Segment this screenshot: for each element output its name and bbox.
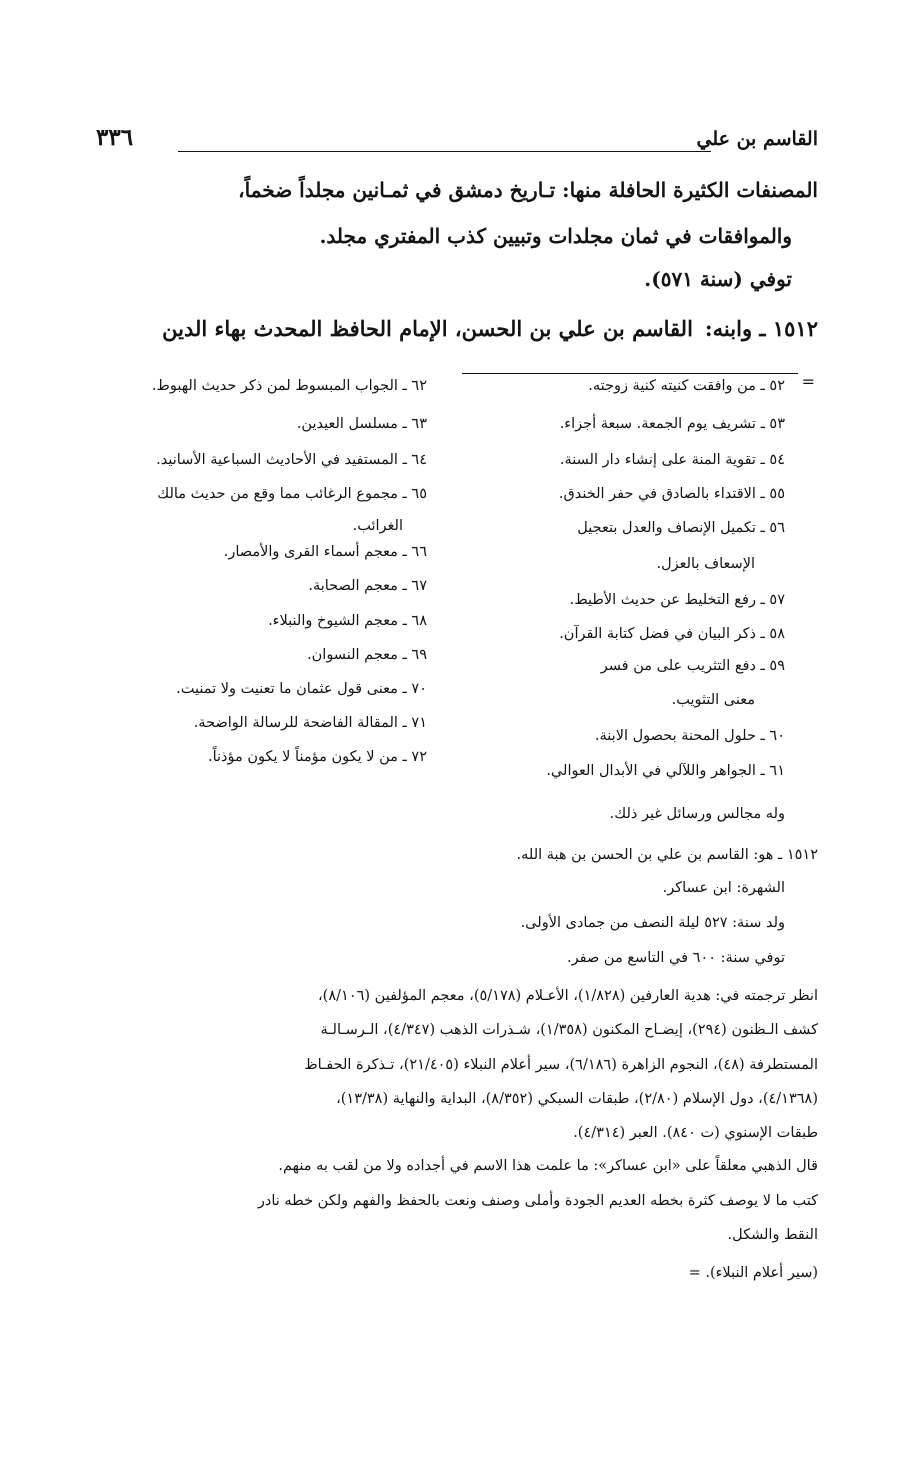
- closing-note: وله مجالس ورسائل غير ذلك.: [609, 806, 785, 822]
- reference-line: طبقات الإسنوي (ت ٨٤٠). العبر (٤/٣١٤).: [573, 1125, 818, 1141]
- work-item: ٦٠ ـ حلول المحنة بحصول الابنة.: [594, 728, 785, 744]
- work-item: ٧٢ ـ من لا يكون مؤمناً لا يكون مؤذناً.: [207, 749, 427, 765]
- work-item: ٥٥ ـ الاقتداء بالصادق في حفر الخندق.: [558, 486, 785, 502]
- work-item: ٧١ ـ المقالة الفاضحة للرسالة الواضحة.: [193, 715, 427, 731]
- page-number: ٣٣٦: [96, 124, 134, 151]
- header-rule: [178, 151, 711, 152]
- work-item: ٥٤ ـ تقوية المنة على إنشاء دار السنة.: [559, 452, 785, 468]
- work-item-continuation: معنى التثويب.: [671, 692, 755, 708]
- work-item: ٥٨ ـ ذكر البيان في فضل كتابة القرآن.: [559, 626, 785, 642]
- work-item: ٥٦ ـ تكميل الإنصاف والعدل بتعجيل: [577, 520, 785, 536]
- entry-number: ١٥١٢ ـ وابنه:: [704, 316, 818, 341]
- work-item: ٦٤ ـ المستفيد في الأحاديث السباعية الأسانيد.: [156, 452, 427, 468]
- main-text-line-3: توفي (سنة ٥٧١).: [644, 267, 792, 291]
- footnote-rule: [462, 373, 798, 374]
- reference-line: كشف الـظنون (٢٩٤)، إيضـاح المكنون (١/٣٥٨)، شـذرات الذهب (٤/٣٤٧)، الـرسـالـة: [320, 1022, 818, 1038]
- entry-1512-death: توفي سنة: ٦٠٠ في التاسع من صفر.: [567, 950, 785, 966]
- main-text-line-2: والموافقات في ثمان مجلدات وتبيين كذب المفتري مجلد.: [319, 224, 792, 248]
- work-item-continuation: الغرائب.: [352, 518, 403, 534]
- entry-1512-birth: ولد سنة: ٥٢٧ ليلة النصف من جمادى الأولى.: [520, 915, 785, 931]
- work-item-continuation: الإسعاف بالعزل.: [656, 556, 755, 572]
- dhahabi-quote-line: النقط والشكل.: [727, 1227, 818, 1243]
- reference-line: انظر ترجمته في: هدية العارفين (١/٨٢٨)، الأعـلام (٥/١٧٨)، معجم المؤلفين (٨/١٠٦)،: [318, 988, 818, 1004]
- running-title: القاسم بن علي: [696, 128, 818, 150]
- work-item: ٦٦ ـ معجم أسماء القرى والأمصار.: [223, 544, 427, 560]
- work-item: ٦٧ ـ معجم الصحابة.: [308, 578, 427, 594]
- entry-name: القاسم بن علي بن الحسن، الإمام الحافظ المحدث بهاء الدين: [162, 316, 693, 341]
- work-item: ٥٩ ـ دفع التثريب على من فسر: [600, 658, 785, 674]
- work-item: ٦١ ـ الجواهر واللآلي في الأبدال العوالي.: [546, 763, 785, 779]
- work-item: ٦٩ ـ معجم النسوان.: [307, 647, 427, 663]
- reference-line: (٤/١٣٦٨)، دول الإسلام (٢/٨٠)، طبقات السبكي (٨/٣٥٢)، البداية والنهاية (١٣/٣٨)،: [336, 1091, 818, 1107]
- work-item: ٦٣ ـ مسلسل العيدين.: [296, 416, 427, 432]
- reference-line: المستطرفة (٤٨)، النجوم الزاهرة (٦/١٨٦)، سير أعلام النبلاء (٢١/٤٠٥)، تـذكرة الحفـاظ: [304, 1057, 818, 1073]
- continuation-mark: =: [801, 372, 815, 391]
- entry-1512-identity: ١٥١٢ ـ هو: القاسم بن علي بن الحسن بن هبة الله.: [516, 847, 818, 863]
- work-item: ٦٢ ـ الجواب المبسوط لمن ذكر حديث الهبوط.: [151, 378, 427, 394]
- entry-1512-fame: الشهرة: ابن عساكر.: [662, 880, 785, 896]
- work-item: ٥٧ ـ رفع التخليط عن حديث الأطيط.: [569, 592, 785, 608]
- source-note: (سير أعلام النبلاء). =: [688, 1265, 818, 1281]
- work-item: ٦٨ ـ معجم الشيوخ والنبلاء.: [268, 613, 427, 629]
- work-item: ٥٢ ـ من وافقت كنيته كنية زوجته.: [588, 378, 785, 394]
- entry-heading-1512: [162, 316, 818, 341]
- work-item: ٧٠ ـ معنى قول عثمان ما تعنيت ولا تمنيت.: [176, 681, 427, 697]
- work-item: ٦٥ ـ مجموع الرغائب مما وقع من حديث مالك: [157, 486, 427, 502]
- dhahabi-quote-line: كتب ما لا يوصف كثرة بخطه العديم الجودة وأملى وصنف ونعت بالحفظ والفهم ولكن خطه نادر: [257, 1193, 818, 1209]
- dhahabi-quote-line: قال الذهبي معلقاً على «ابن عساكر»: ما علمت هذا الاسم في أجداده ولا من لقب به منهم.: [278, 1158, 818, 1174]
- work-item: ٥٣ ـ تشريف يوم الجمعة. سبعة أجزاء.: [559, 416, 785, 432]
- main-text-line-1: المصنفات الكثيرة الحافلة منها: تـاريخ دمشق في ثمـانين مجلداً ضخماً،: [238, 178, 818, 202]
